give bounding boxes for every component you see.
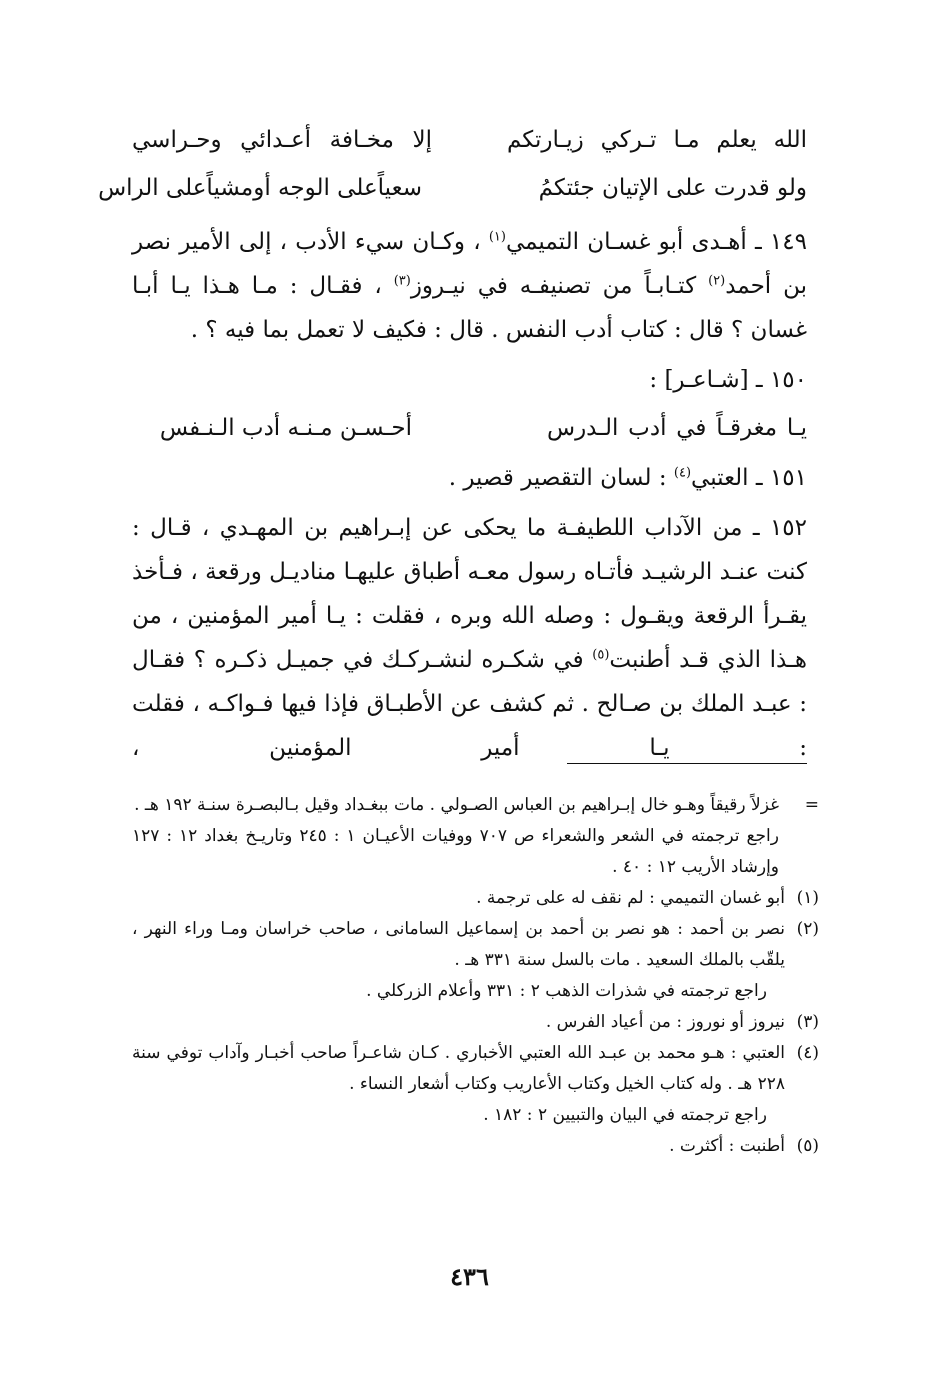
- footnote-4-text: العتبي : هـو محمد بن عبـد الله العتبي الأخباري . كـان شاعـراً صاحب أخبـار وآداب توفي سنة ٢٢٨ هـ . وله كتاب الخيل وكتاب الأعاريب وكتاب أشعار النساء .: [132, 1043, 785, 1094]
- entry-151: [132, 456, 807, 500]
- footnote-5-number: (٥): [796, 1136, 819, 1156]
- footnote-3-text: نيروز أو نوروز : من أعياد الفرس .: [545, 1012, 785, 1032]
- footnote-2-text: نصر بن أحمد : هو نصر بن أحمد بن إسماعيل السامانى ، صاحب خراسان ومـا وراء النهر ، يلقّب بالملك السعيد . مات بالسل سنة ٣٣١ هـ .: [132, 919, 785, 970]
- footnote-ref-2: (٢): [708, 273, 726, 289]
- footnote-continuation: [132, 790, 819, 821]
- continuation-reference-text: راجع ترجمته في الشعر والشعراء ص ٧٠٧ ووفيات الأعيـان ١ : ٢٤٥ وتاريـخ بغداد ١٢ : ١٢٧ وإرشاد الأريب ١٢ : ٤٠ .: [132, 826, 779, 877]
- entry-149-text-a: ١٤٩ ـ أهـدى أبو غسـان التميمي: [505, 229, 807, 255]
- footnote-2: [132, 914, 819, 976]
- footnote-4-number: (٤): [796, 1043, 819, 1063]
- footnote-divider: [567, 763, 807, 764]
- footnote-2-reference: [132, 976, 819, 1007]
- main-text: [98, 118, 808, 776]
- verse-2-first-hemistich: ولو قدرت على الإتيان جئتكمُ: [538, 175, 807, 201]
- page-number: ٤٣٦: [450, 1262, 489, 1291]
- entry-150-first-hemistich: يـا مغرقـاً في أدب الـدرس: [547, 415, 807, 441]
- footnote-4-reference-text: راجع ترجمته في البيان والتبيين ٢ : ١٨٢ .: [483, 1105, 767, 1125]
- footnote-5: [132, 1131, 819, 1162]
- footnote-4: [132, 1038, 819, 1100]
- entry-149-text-b: ، وكـان سيء الأدب ، إلى الأمير نصر بن أحمد: [132, 229, 807, 299]
- entry-150-verse: [132, 406, 807, 450]
- footnote-ref-5: (٥): [592, 647, 610, 663]
- entry-149-text-d: ، فقـال : مـا هـذا يـا أبـا غسان ؟ قال : كتاب أدب النفس . قال : فكيف لا تعمل بما فيه ؟ .: [132, 273, 807, 343]
- footnote-2-number: (٢): [796, 919, 819, 939]
- entry-152-text-a: ١٥٢ ـ من الآداب اللطيفـة ما يحكى عن إبـراهيم بن المهـدي ، قـال : كنت عنـد الرشيـد فأتـاه رسول معـه أطباق عليهـا مناديـل ورقعة ، فـأخذ يقـرأ الرقعة ويقـول : وصله الله وبره ، فقلت : يـا أمير المؤمنين ، من هـذا الذي قـد أطنبت: [132, 515, 808, 673]
- footnote-ref-3: (٣): [393, 273, 411, 289]
- verse-1-second-hemistich: إلا مخـافة أعـدائي وحـراسي: [132, 127, 432, 153]
- verse-2-second-hemistich: سعياًعلى الوجه أومشياًعلى الراس: [98, 175, 422, 201]
- footnote-3-number: (٣): [796, 1012, 819, 1032]
- verse-1-first-hemistich: الله يعلم مـا تـركي زيـارتكم: [507, 127, 807, 153]
- footnote-5-text: أطنبت : أكثرت .: [669, 1136, 785, 1156]
- verse-2: [98, 166, 807, 210]
- footnote-ref-4: (٤): [673, 465, 692, 481]
- continuation-reference: [132, 821, 819, 883]
- footnote-1-text: أبو غسان التميمي : لم نقف له على ترجمة .: [476, 888, 785, 908]
- entry-152-text-b: في شكـره لنشـركـك في جميـل ذكـره ؟ فقـال : عبـد الملك بن صـالح . ثم كشف عن الأطبـاق فإذا فيها فـواكـه ، فقلت : يـا أمير المؤمنين ،: [132, 647, 807, 761]
- footnote-ref-1: (١): [488, 229, 506, 245]
- continuation-text: غزلاً رقيقاً وهـو خال إبـراهيم بن العباس الصـولي . مات ببغـداد وقيل بـالبصـرة سنـة ١٩٢ هـ .: [134, 795, 779, 815]
- entry-150-second-hemistich: أحـسـن مـنـه أدب الـنـفس: [159, 415, 412, 441]
- footnotes: [132, 790, 819, 1162]
- entry-150-header: ١٥٠ ـ [شـاعـر] :: [649, 367, 807, 393]
- footnote-1: [132, 883, 819, 914]
- footnote-2-reference-text: راجع ترجمته في شذرات الذهب ٢ : ٣٣١ وأعلام الزركلي .: [366, 981, 767, 1001]
- entry-152: [132, 506, 807, 770]
- footnote-4-reference: [132, 1100, 819, 1131]
- continuation-marker: =: [804, 795, 819, 815]
- entry-151-text-b: : لسان التقصير قصير .: [448, 465, 674, 491]
- entry-151-text-a: ١٥١ ـ العتبي: [691, 465, 807, 491]
- entry-149-text-c: كتـابـاً من تصنيفـه في نيـروز: [410, 273, 709, 299]
- footnote-1-number: (١): [796, 888, 819, 908]
- poem-block: [98, 118, 807, 210]
- verse-1: [132, 118, 807, 162]
- footnote-3: [132, 1007, 819, 1038]
- entry-149: [132, 220, 807, 352]
